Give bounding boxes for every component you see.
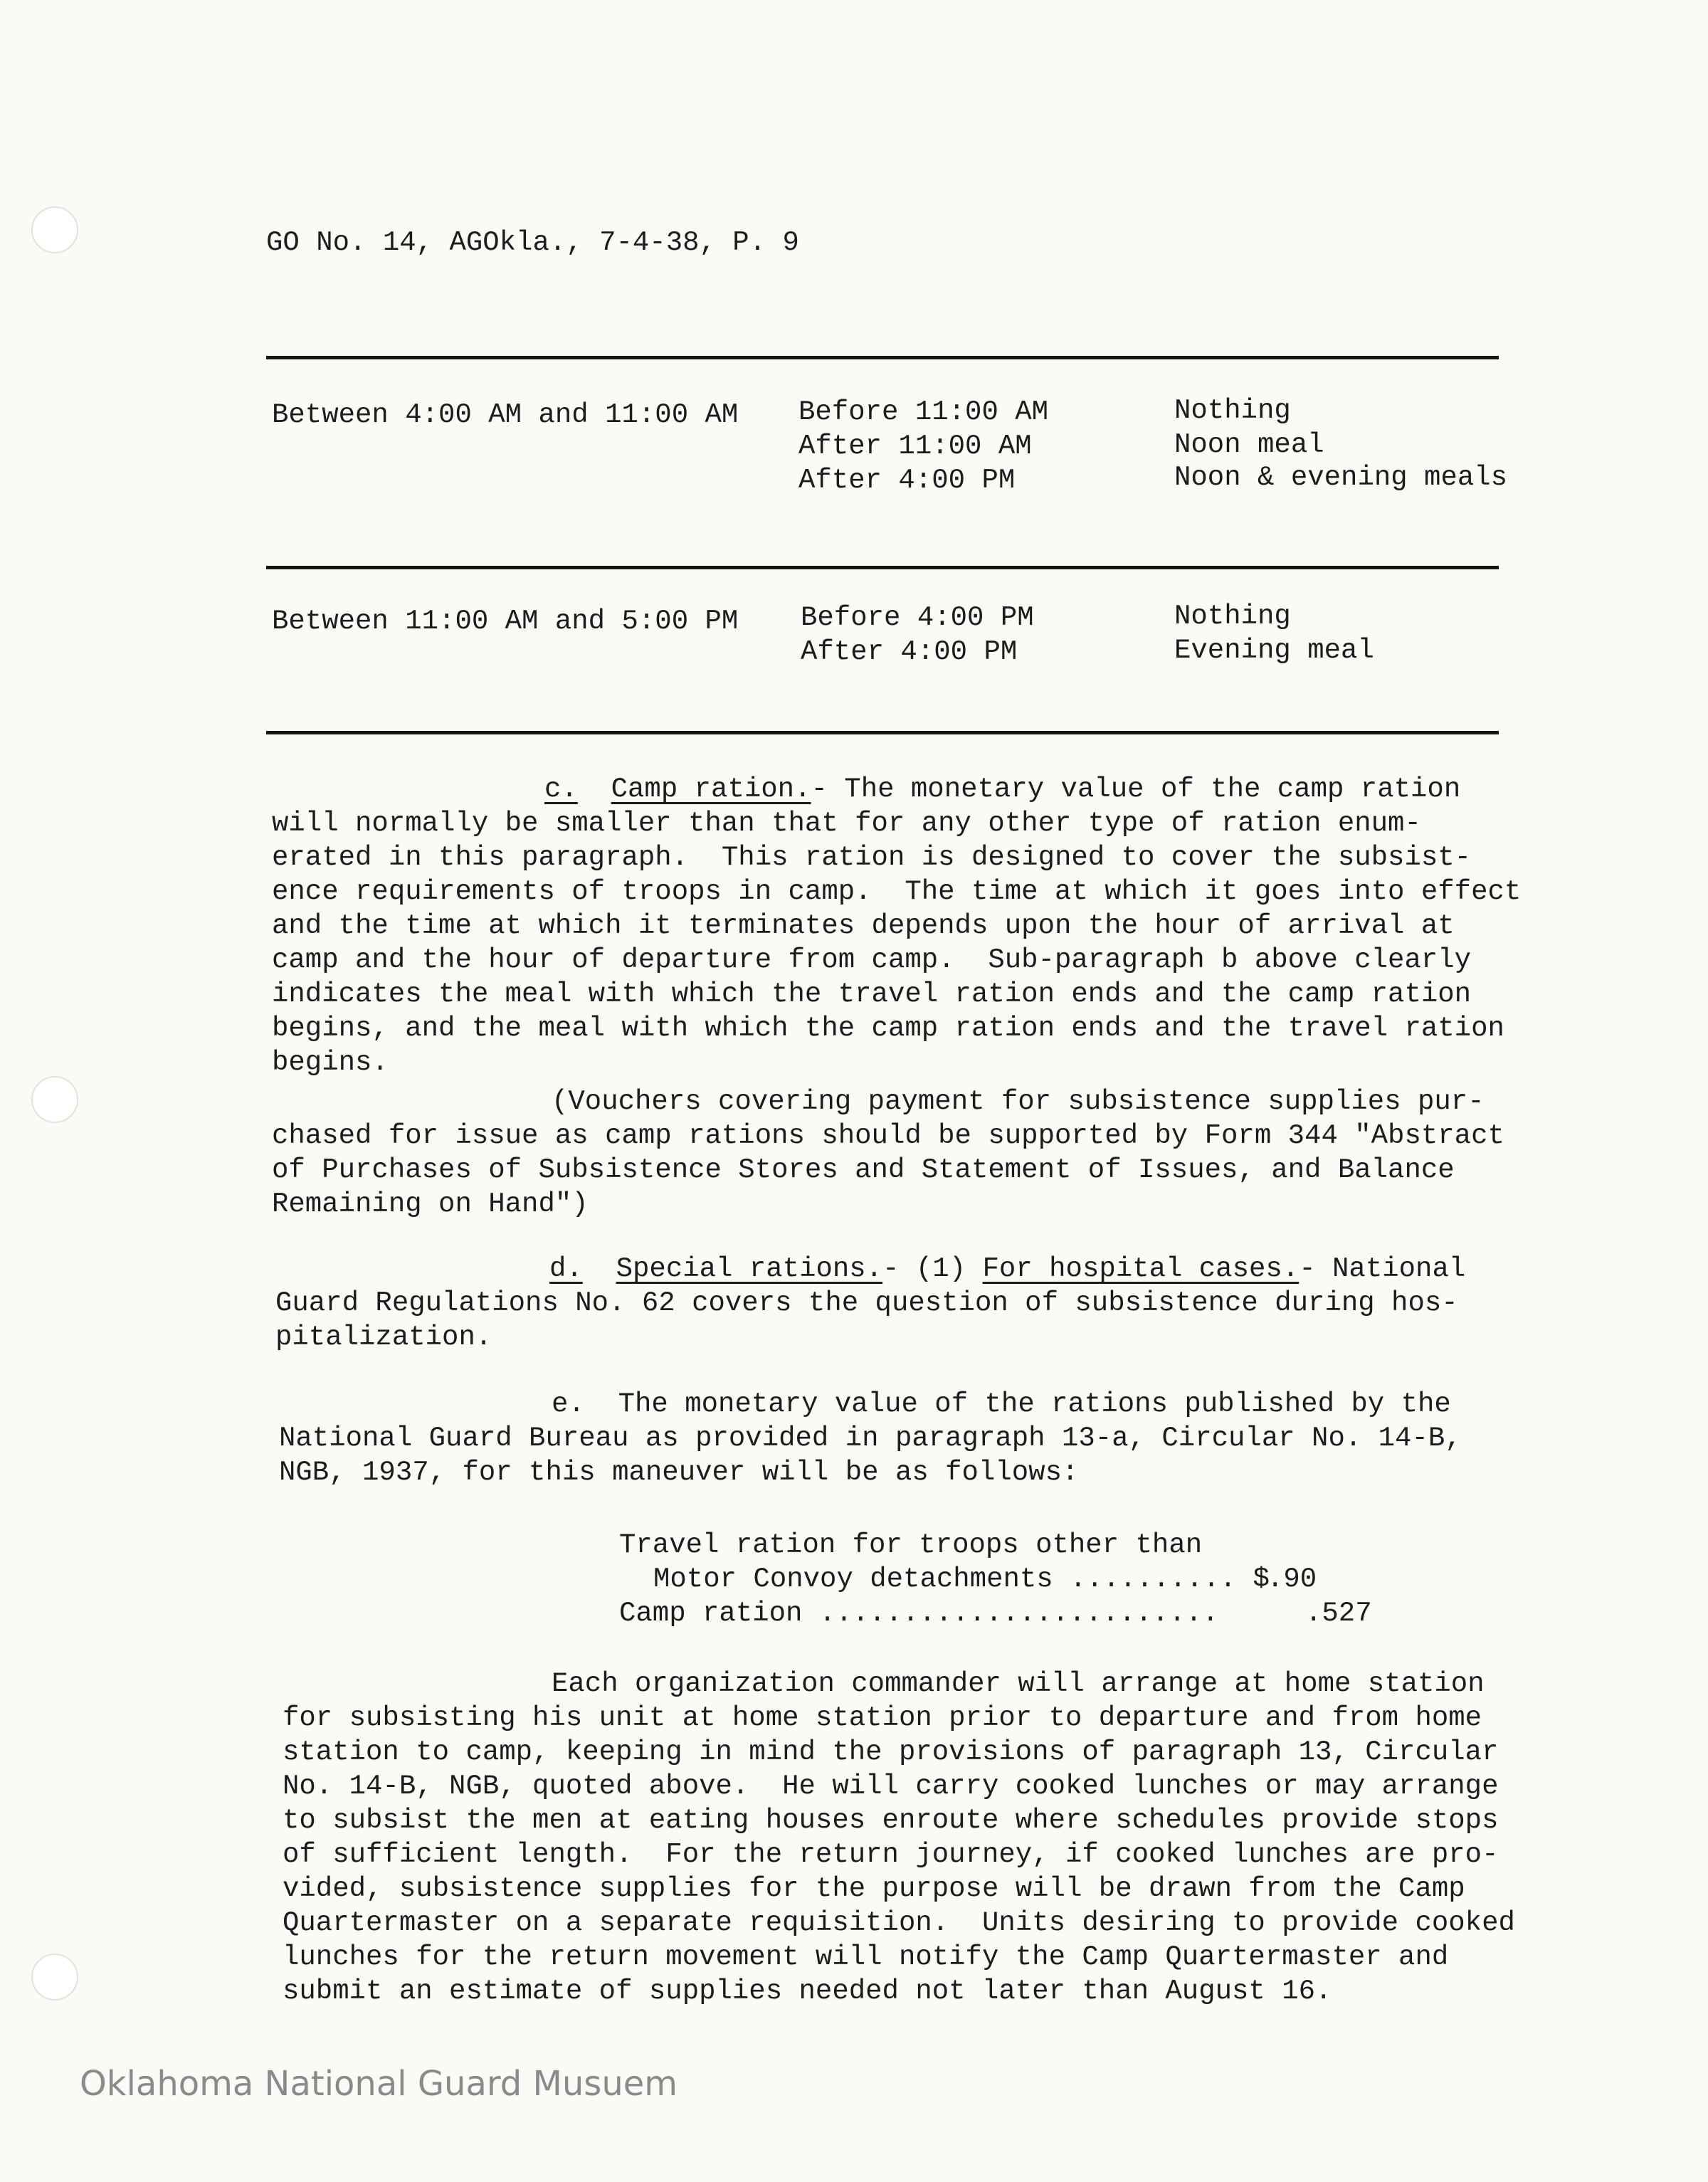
table-rule bbox=[266, 566, 1499, 569]
rate-value: .90 bbox=[1267, 1564, 1317, 1595]
punch-hole bbox=[31, 206, 78, 253]
meal-allowance: Evening meal bbox=[1174, 635, 1374, 666]
paragraph-letter: d. bbox=[549, 1253, 583, 1285]
body-line: begins. bbox=[272, 1047, 389, 1078]
body-line: erated in this paragraph. This ration is designed to cover the subsist- bbox=[272, 842, 1472, 873]
heading-text: Camp ration. bbox=[611, 774, 811, 805]
meal-allowance: Noon meal bbox=[1174, 429, 1324, 460]
body-line: NGB, 1937, for this maneuver will be as follows: bbox=[279, 1457, 1079, 1488]
departure-time: After 4:00 PM bbox=[801, 636, 1018, 668]
museum-watermark: Oklahoma National Guard Musuem bbox=[80, 2064, 678, 2104]
departure-time: After 4:00 PM bbox=[798, 465, 1016, 496]
body-line: lunches for the return movement will notify the Camp Quartermaster and bbox=[283, 1941, 1449, 1973]
body-line: of Purchases of Subsistence Stores and Statement of Issues, and Balance bbox=[272, 1154, 1455, 1186]
page-header: GO No. 14, AGOkla., 7-4-38, P. 9 bbox=[266, 227, 799, 258]
body-line: begins, and the meal with which the camp ration ends and the travel ration bbox=[272, 1013, 1504, 1044]
body-line: vided, subsistence supplies for the purpose will be drawn from the Camp bbox=[283, 1873, 1465, 1904]
body-line: pitalization. bbox=[275, 1322, 492, 1353]
body-line: of sufficient length. For the return journey, if cooked lunches are pro- bbox=[283, 1839, 1499, 1870]
body-line: submit an estimate of supplies needed not later than August 16. bbox=[283, 1976, 1332, 2007]
arrival-window: Between 11:00 AM and 5:00 PM bbox=[272, 606, 739, 637]
body-line: will normally be smaller than that for any other type of ration enum- bbox=[272, 808, 1421, 839]
body-line: Quartermaster on a separate requisition. Units desiring to provide cooked bbox=[283, 1907, 1515, 1939]
departure-time: After 11:00 AM bbox=[798, 431, 1032, 462]
body-line: National Guard Bureau as provided in paragraph 13-a, Circular No. 14-B, bbox=[279, 1423, 1462, 1454]
body-line: for subsisting his unit at home station prior to departure and from home bbox=[283, 1702, 1482, 1734]
arrival-window: Between 4:00 AM and 11:00 AM bbox=[272, 399, 739, 431]
body-line: ence requirements of troops in camp. The time at which it goes into effect bbox=[272, 876, 1522, 907]
body-line: (Vouchers covering payment for subsistence supplies pur- bbox=[552, 1086, 1485, 1117]
paragraph-heading: e. The monetary value of the rations published by the bbox=[552, 1388, 1451, 1420]
punch-hole bbox=[31, 1954, 78, 2001]
punch-hole bbox=[31, 1076, 78, 1123]
rate-label: Motor Convoy detachments .......... $ bbox=[653, 1564, 1270, 1595]
body-line: No. 14-B, NGB, quoted above. He will carry cooked lunches or may arrange bbox=[283, 1771, 1499, 1802]
subheading-text: For hospital cases. bbox=[982, 1253, 1300, 1285]
rate-label: Camp ration ........................ bbox=[619, 1598, 1219, 1629]
body-line: Each organization commander will arrange at home station bbox=[552, 1668, 1485, 1699]
paragraph-heading: c. Camp ration.- The monetary value of the camp ration bbox=[544, 774, 1461, 805]
body-line: Remaining on Hand") bbox=[272, 1188, 589, 1220]
body-line: Guard Regulations No. 62 covers the question of subsistence during hos- bbox=[275, 1287, 1458, 1319]
paragraph-letter: e. bbox=[552, 1388, 585, 1420]
body-line: station to camp, keeping in mind the provisions of paragraph 13, Circular bbox=[283, 1736, 1499, 1768]
meal-allowance: Nothing bbox=[1174, 395, 1291, 426]
paragraph-heading: d. Special rations.- (1) For hospital cases.- National bbox=[549, 1253, 1466, 1285]
departure-time: Before 11:00 AM bbox=[798, 396, 1049, 428]
meal-allowance: Noon & evening meals bbox=[1174, 462, 1508, 493]
body-line: chased for issue as camp rations should be supported by Form 344 "Abstract bbox=[272, 1120, 1504, 1151]
meal-allowance: Nothing bbox=[1174, 601, 1291, 632]
table-rule bbox=[266, 356, 1499, 359]
rate-value: .527 bbox=[1305, 1598, 1372, 1629]
body-line: and the time at which it terminates depends upon the hour of arrival at bbox=[272, 910, 1455, 942]
body-line: indicates the meal with which the travel ration ends and the camp ration bbox=[272, 979, 1472, 1010]
heading-text: Special rations. bbox=[616, 1253, 883, 1285]
rate-label: Travel ration for troops other than bbox=[619, 1529, 1203, 1561]
body-line: camp and the hour of departure from camp. Sub-paragraph b above clearly bbox=[272, 944, 1472, 976]
body-line: to subsist the men at eating houses enroute where schedules provide stops bbox=[283, 1805, 1499, 1836]
departure-time: Before 4:00 PM bbox=[801, 602, 1034, 633]
table-rule bbox=[266, 731, 1499, 734]
paragraph-letter: c. bbox=[544, 774, 578, 805]
